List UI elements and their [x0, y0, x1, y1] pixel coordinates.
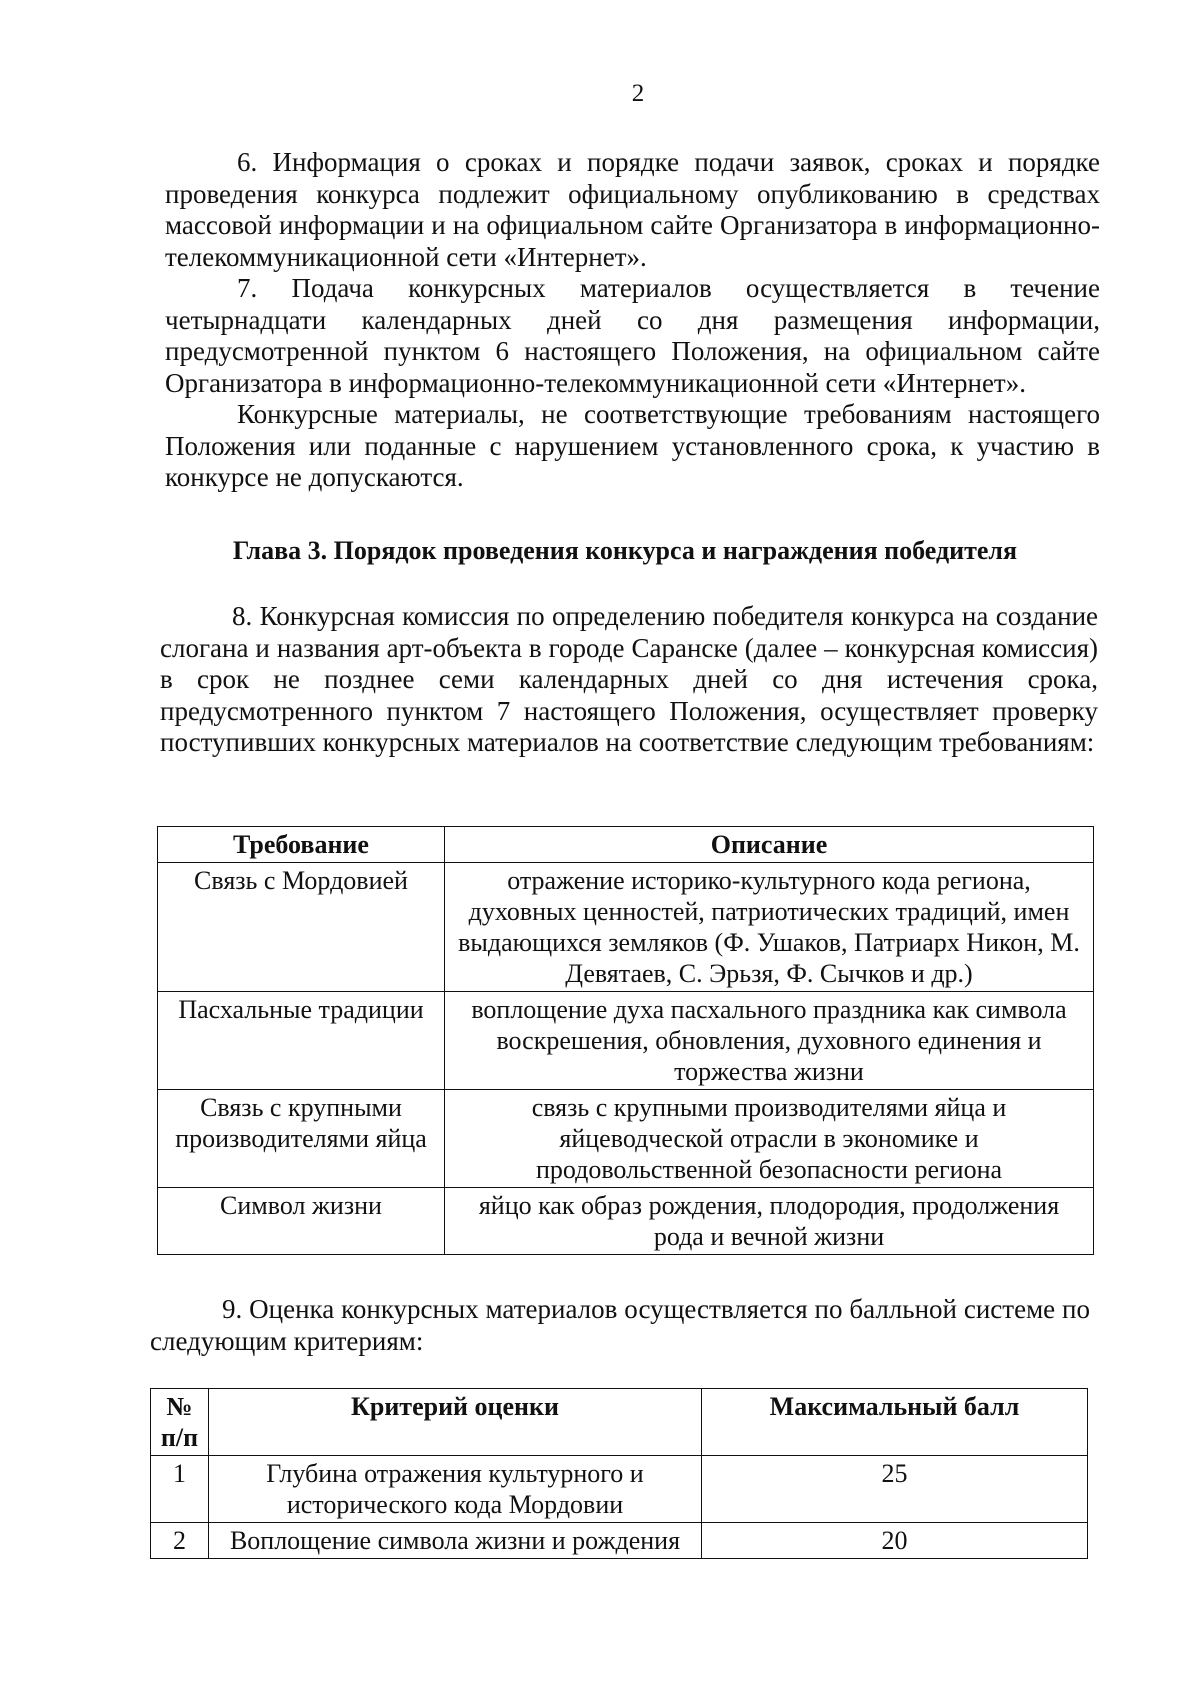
requirement-cell: Связь с Мордовией: [158, 863, 445, 992]
requirement-cell: Пасхальные традиции: [158, 992, 445, 1090]
paragraph-7: 7. Подача конкурсных материалов осуществляется в течение четырнадцати календарных дней со дня размещения информации, предусмотренной пунктом 6 настоящего Положения, на официальном сайте Организатора в информационно-телекоммуникационной сети «Интернет».: [165, 273, 1100, 398]
criteria-table: [150, 1388, 1088, 1559]
max-score-cell: 20: [702, 1523, 1088, 1559]
requirement-cell: Символ жизни: [158, 1188, 445, 1255]
description-cell: яйцо как образ рождения, плодородия, продолжения рода и вечной жизни: [445, 1188, 1094, 1255]
table-header-row: [151, 1389, 1088, 1456]
row-number-cell: 2: [151, 1523, 209, 1559]
section-9-text: [150, 1294, 1090, 1357]
section-top-text: [165, 147, 1100, 494]
table-row: [158, 1188, 1094, 1255]
paragraph-rejection: Конкурсные материалы, не соответствующие требованиям настоящего Положения или поданные с нарушением установленного срока, к участию в конкурсе не допускаются.: [165, 399, 1100, 492]
column-header-requirement: Требование: [158, 827, 445, 863]
requirement-cell: Связь с крупными производителями яйца: [158, 1090, 445, 1188]
description-cell: воплощение духа пасхального праздника как символа воскрешения, обновления, духовного единения и торжества жизни: [445, 992, 1094, 1090]
row-number-cell: 1: [151, 1456, 209, 1523]
description-cell: отражение историко-культурного кода региона, духовных ценностей, патриотических традиций, имен выдающихся земляков (Ф. Ушаков, Патриарх Никон, М. Девятаев, С. Эрьзя, Ф. Сычков и др.): [445, 863, 1094, 992]
max-score-cell: 25: [702, 1456, 1088, 1523]
column-header-number: № п/п: [151, 1389, 209, 1456]
table-row: [151, 1456, 1088, 1523]
criterion-cell: Воплощение символа жизни и рождения: [209, 1523, 702, 1559]
paragraph-6: 6. Информация о сроках и порядке подачи заявок, сроках и порядке проведения конкурса подлежит официальному опубликованию в средствах массовой информации и на официальном сайте Организатора в информационно-телекоммуникационной сети «Интернет».: [165, 147, 1100, 272]
criterion-cell: Глубина отражения культурного и исторического кода Мордовии: [209, 1456, 702, 1523]
column-header-criterion: Критерий оценки: [209, 1389, 702, 1456]
column-header-max-score: Максимальный балл: [702, 1389, 1088, 1456]
chapter-heading: Глава 3. Порядок проведения конкурса и награждения победителя: [232, 536, 1018, 565]
page-number: 2: [631, 80, 645, 107]
table-row: [158, 992, 1094, 1090]
description-cell: связь с крупными производителями яйца и яйцеводческой отрасли в экономике и продовольственной безопасности региона: [445, 1090, 1094, 1188]
table-row: [158, 863, 1094, 992]
column-header-description: Описание: [445, 827, 1094, 863]
paragraph-8: 8. Конкурсная комиссия по определению победителя конкурса на создание слогана и названия арт-объекта в городе Саранске (далее – конкурсная комиссия) в срок не позднее семи календарных дней со дня истечения срока, предусмотренного пунктом 7 настоящего Положения, осуществляет проверку поступивших конкурсных материалов на соответствие следующим требованиям:: [160, 601, 1098, 757]
table-row: [158, 1090, 1094, 1188]
requirements-table: [157, 826, 1094, 1255]
table-header-row: [158, 827, 1094, 863]
paragraph-9: 9. Оценка конкурсных материалов осуществляется по балльной системе по следующим критериям:: [150, 1294, 1090, 1356]
section-8-text: [160, 601, 1098, 759]
table-row: [151, 1523, 1088, 1559]
